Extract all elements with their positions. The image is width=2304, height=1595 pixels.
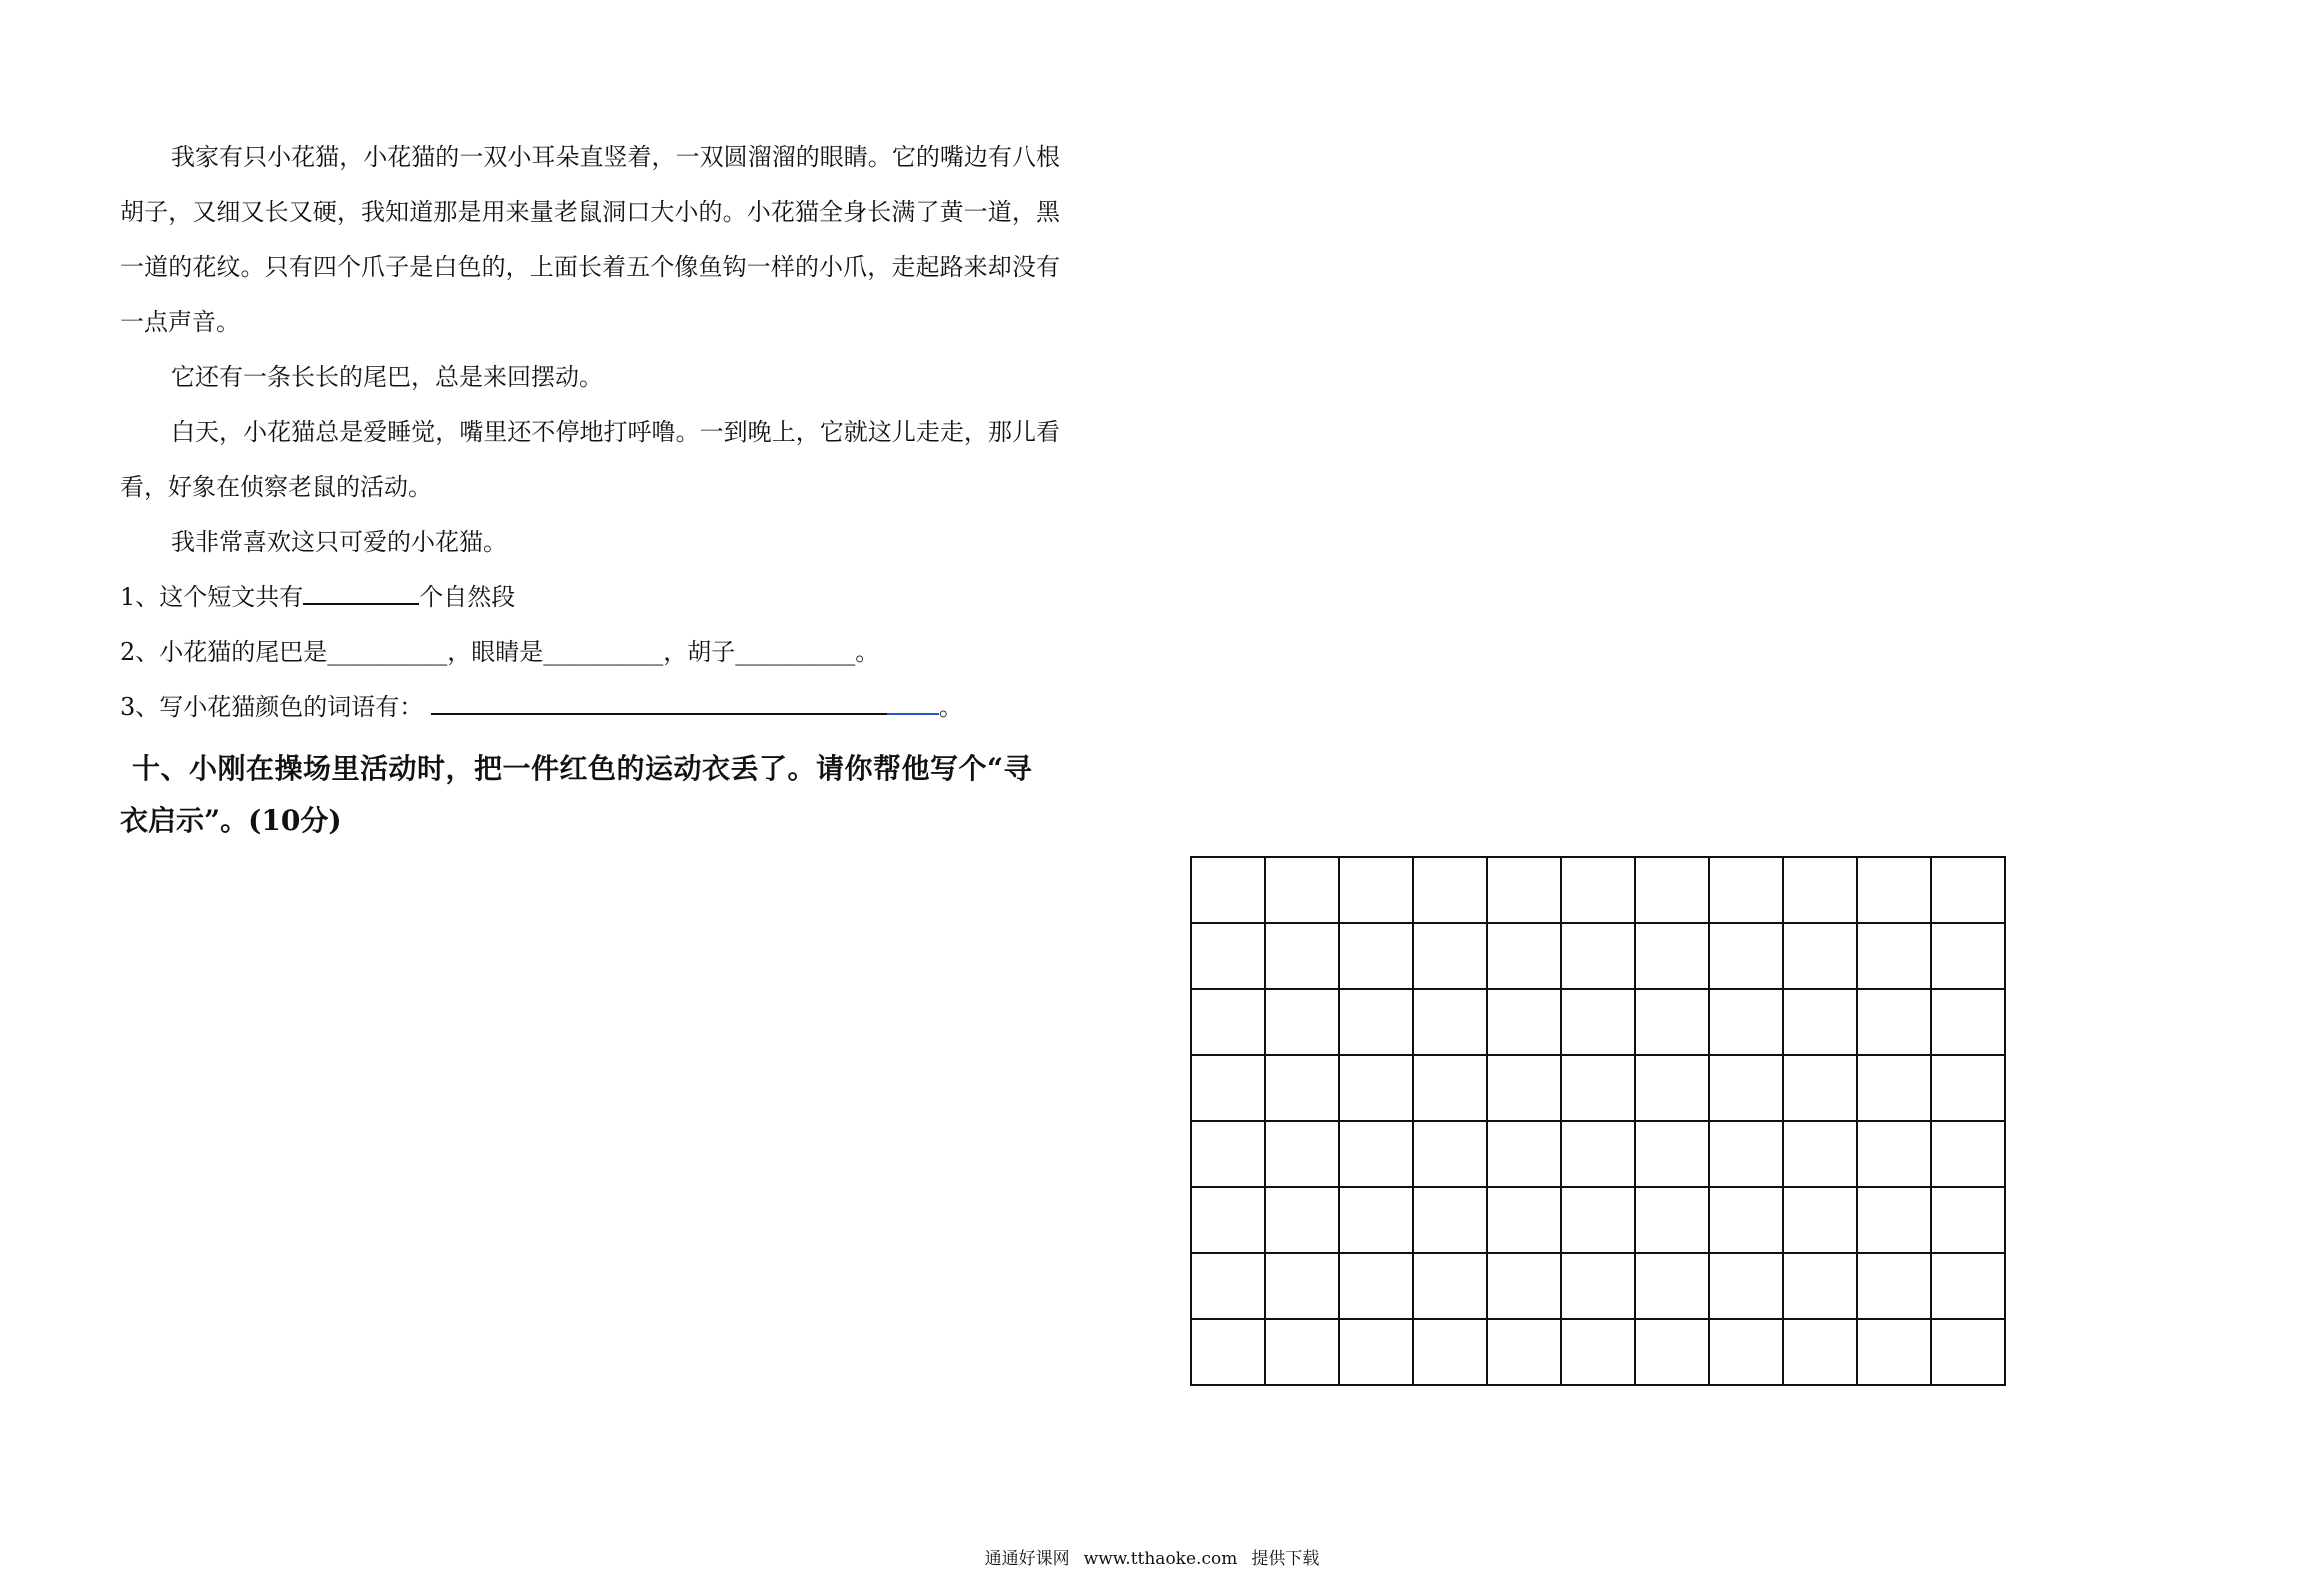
grid-cell[interactable] (1784, 1320, 1858, 1386)
grid-cell[interactable] (1858, 1056, 1932, 1122)
grid-cell[interactable] (1488, 1188, 1562, 1254)
grid-cell[interactable] (1932, 1320, 2006, 1386)
grid-cell[interactable] (1562, 1320, 1636, 1386)
question-2-whiskers-label: ，胡子 (663, 638, 736, 666)
passage-paragraph-3: 白天，小花猫总是爱睡觉，嘴里还不停地打呼噜。一到晚上，它就这儿走走，那儿看看，好象在侦察老鼠的活动。 (120, 418, 1060, 501)
blue-underline-segment (887, 713, 939, 715)
grid-cell[interactable] (1340, 1320, 1414, 1386)
question-2-whiskers-blank[interactable]: __________ (735, 638, 856, 666)
grid-cell[interactable] (1266, 924, 1340, 990)
section-10-line-1: 十、小刚在操场里活动时，把一件红色的运动衣丢了。请你帮他写个“寻 (132, 752, 1033, 785)
grid-cell[interactable] (1710, 1188, 1784, 1254)
grid-cell[interactable] (1932, 1056, 2006, 1122)
grid-cell[interactable] (1414, 990, 1488, 1056)
grid-cell[interactable] (1858, 924, 1932, 990)
grid-cell[interactable] (1414, 1254, 1488, 1320)
grid-cell[interactable] (1488, 1254, 1562, 1320)
grid-cell[interactable] (1192, 990, 1266, 1056)
grid-cell[interactable] (1340, 1122, 1414, 1188)
question-3-end: 。 (938, 693, 963, 721)
grid-cell[interactable] (1932, 1122, 2006, 1188)
question-2-end: 。 (855, 638, 880, 666)
grid-cell[interactable] (1266, 858, 1340, 924)
question-1-suffix: 个自然段 (419, 583, 516, 611)
grid-cell[interactable] (1266, 1188, 1340, 1254)
grid-cell[interactable] (1562, 858, 1636, 924)
grid-cell[interactable] (1192, 1320, 1266, 1386)
grid-cell[interactable] (1488, 990, 1562, 1056)
passage-paragraph-1: 我家有只小花猫，小花猫的一双小耳朵直竖着，一双圆溜溜的眼睛。它的嘴边有八根胡子，又细又长又硬，我知道那是用来量老鼠洞口大小的。小花猫全身长满了黄一道，黑一道的花纹。只有四个爪子是白色的，上面长着五个像鱼钩一样的小爪，走起路来却没有一点声音。 (120, 143, 1060, 336)
grid-cell[interactable] (1340, 1254, 1414, 1320)
grid-cell[interactable] (1636, 858, 1710, 924)
question-2-tail-blank[interactable]: __________ (327, 638, 448, 666)
footer-site-name: 通通好课网 (984, 1549, 1070, 1569)
grid-cell[interactable] (1858, 1254, 1932, 1320)
grid-cell[interactable] (1932, 924, 2006, 990)
grid-cell[interactable] (1266, 1254, 1340, 1320)
question-3 (120, 680, 1060, 735)
grid-cell[interactable] (1636, 1122, 1710, 1188)
grid-cell[interactable] (1340, 858, 1414, 924)
grid-cell[interactable] (1192, 1122, 1266, 1188)
section-10-line-2: 衣启示”。(10分) (120, 804, 342, 837)
grid-cell[interactable] (1636, 1254, 1710, 1320)
grid-cell[interactable] (1414, 1320, 1488, 1386)
grid-cell[interactable] (1858, 1188, 1932, 1254)
grid-cell[interactable] (1488, 1056, 1562, 1122)
grid-cell[interactable] (1932, 990, 2006, 1056)
grid-cell[interactable] (1488, 858, 1562, 924)
question-1-prefix: 1、这个短文共有 (120, 583, 304, 611)
grid-cell[interactable] (1636, 1320, 1710, 1386)
question-2 (120, 625, 1060, 680)
grid-cell[interactable] (1266, 990, 1340, 1056)
grid-cell[interactable] (1414, 1188, 1488, 1254)
grid-cell[interactable] (1710, 1056, 1784, 1122)
grid-cell[interactable] (1192, 1056, 1266, 1122)
grid-cell[interactable] (1636, 1188, 1710, 1254)
grid-cell[interactable] (1414, 924, 1488, 990)
grid-cell[interactable] (1710, 1122, 1784, 1188)
grid-cell[interactable] (1858, 1122, 1932, 1188)
question-1-answer-blank[interactable] (303, 581, 419, 605)
passage-paragraph-4: 我非常喜欢这只可爱的小花猫。 (171, 528, 507, 556)
grid-cell[interactable] (1710, 858, 1784, 924)
grid-cell[interactable] (1488, 924, 1562, 990)
grid-cell[interactable] (1858, 1320, 1932, 1386)
grid-cell[interactable] (1710, 1254, 1784, 1320)
grid-cell[interactable] (1932, 858, 2006, 924)
footer-url: www.tthaoke.com (1083, 1549, 1238, 1569)
footer-note: 提供下载 (1251, 1549, 1320, 1569)
grid-cell[interactable] (1266, 1056, 1340, 1122)
grid-cell[interactable] (1784, 1122, 1858, 1188)
grid-cell[interactable] (1636, 990, 1710, 1056)
grid-cell[interactable] (1636, 924, 1710, 990)
question-3-prefix: 3、写小花猫颜色的词语有： (120, 693, 424, 721)
grid-cell[interactable] (1192, 1188, 1266, 1254)
grid-cell[interactable] (1562, 1254, 1636, 1320)
grid-cell[interactable] (1488, 1122, 1562, 1188)
writing-grid (1190, 856, 2006, 1386)
grid-cell[interactable] (1784, 1188, 1858, 1254)
grid-cell[interactable] (1710, 924, 1784, 990)
grid-cell[interactable] (1858, 858, 1932, 924)
grid-cell[interactable] (1784, 1056, 1858, 1122)
grid-cell[interactable] (1562, 1122, 1636, 1188)
section-10-heading (120, 743, 1060, 847)
grid-cell[interactable] (1562, 990, 1636, 1056)
grid-cell[interactable] (1784, 1254, 1858, 1320)
grid-cell[interactable] (1784, 924, 1858, 990)
grid-cell[interactable] (1192, 858, 1266, 924)
reading-column (120, 130, 1060, 847)
grid-cell[interactable] (1340, 990, 1414, 1056)
grid-cell[interactable] (1710, 1320, 1784, 1386)
grid-cell[interactable] (1932, 1254, 2006, 1320)
grid-cell[interactable] (1340, 924, 1414, 990)
question-2-eyes-blank[interactable]: __________ (543, 638, 664, 666)
grid-cell[interactable] (1266, 1122, 1340, 1188)
page-footer (0, 1544, 2304, 1569)
grid-cell[interactable] (1488, 1320, 1562, 1386)
grid-cell[interactable] (1192, 924, 1266, 990)
question-1 (120, 570, 1060, 625)
grid-cell[interactable] (1414, 1122, 1488, 1188)
grid-cell[interactable] (1340, 1188, 1414, 1254)
grid-cell[interactable] (1192, 1254, 1266, 1320)
grid-cell[interactable] (1562, 1056, 1636, 1122)
grid-cell[interactable] (1932, 1188, 2006, 1254)
grid-cell[interactable] (1562, 924, 1636, 990)
question-3-answer-blank[interactable] (431, 691, 939, 715)
question-2-tail-label: 2、小花猫的尾巴是 (120, 638, 328, 666)
grid-cell[interactable] (1636, 1056, 1710, 1122)
grid-cell[interactable] (1710, 990, 1784, 1056)
grid-cell[interactable] (1784, 990, 1858, 1056)
grid-cell[interactable] (1340, 1056, 1414, 1122)
grid-cell[interactable] (1562, 1188, 1636, 1254)
grid-cell[interactable] (1784, 858, 1858, 924)
question-2-eyes-label: ，眼睛是 (447, 638, 544, 666)
grid-cell[interactable] (1266, 1320, 1340, 1386)
grid-cell[interactable] (1858, 990, 1932, 1056)
grid-cell[interactable] (1414, 858, 1488, 924)
passage-paragraph-2: 它还有一条长长的尾巴，总是来回摆动。 (171, 363, 603, 391)
grid-cell[interactable] (1414, 1056, 1488, 1122)
